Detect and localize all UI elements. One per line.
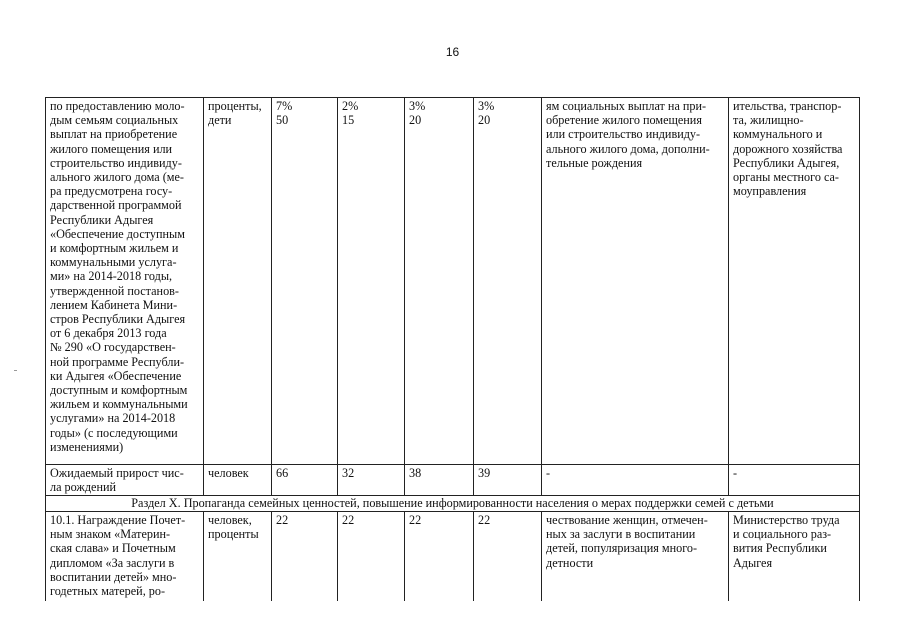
executor-cell: ительства, транспор- та, жилищно- коммунального и дорожного хозяйства Республики Адыгея, органы местного са- моуправления bbox=[729, 98, 860, 465]
executor-cell: Министерство труда и социального раз- вития Республики Адыгея bbox=[729, 512, 860, 602]
value-cell: 3% 20 bbox=[405, 98, 474, 465]
expected-result-cell: ям социальных выплат на при- обретение жилого помещения или строительство индивиду- ального жилого дома, дополни- тельные рождения bbox=[542, 98, 729, 465]
table-row bbox=[46, 465, 860, 496]
measure-name-cell: по предоставлению моло- дым семьям социальных выплат на приобретение жилого помещения или строительство индивиду- ального жилого дома (ме- ра предусмотрена госу- дарственной программой Республики Адыгея «Обеспечение доступным и комфортным жильем и коммунальными услуга- ми» на 2014-2018 годы, утвержденной постанов- лением Кабинета Мини- стров Республики Адыгея от 6 декабря 2013 года № 290 «О государствен- ной программе Республи- ки Адыгея «Обеспечение доступным и комфортным жильем и коммунальными услугами» на 2014-2018 годы» (с последующими изменениями) bbox=[46, 98, 204, 465]
value-cell: 3% 20 bbox=[474, 98, 542, 465]
value-cell: 32 bbox=[338, 465, 405, 496]
unit-cell: проценты, дети bbox=[204, 98, 272, 465]
section-row bbox=[46, 496, 860, 512]
measure-name-cell: 10.1. Награждение Почет- ным знаком «Материн- ская слава» и Почетным дипломом «За заслуги в воспитании детей» мно- годетных матерей, ро- bbox=[46, 512, 204, 602]
expected-result-cell: чествование женщин, отмечен- ных за заслуги в воспитании детей, популяризация много- детности bbox=[542, 512, 729, 602]
value-cell: 22 bbox=[405, 512, 474, 602]
table-row bbox=[46, 98, 860, 465]
value-cell: 22 bbox=[338, 512, 405, 602]
section-title: Раздел X. Пропаганда семейных ценностей, повышение информированности населения о мерах поддержки семей с детьми bbox=[46, 496, 860, 512]
value-cell: 7% 50 bbox=[272, 98, 338, 465]
scan-mark bbox=[14, 370, 17, 371]
value-cell: 22 bbox=[272, 512, 338, 602]
value-cell: 22 bbox=[474, 512, 542, 602]
value-cell: 66 bbox=[272, 465, 338, 496]
value-cell: 39 bbox=[474, 465, 542, 496]
unit-cell: человек, проценты bbox=[204, 512, 272, 602]
measures-table bbox=[45, 97, 860, 601]
measure-name-cell: Ожидаемый прирост чис- ла рождений bbox=[46, 465, 204, 496]
table-row bbox=[46, 512, 860, 602]
executor-cell: - bbox=[729, 465, 860, 496]
page-number: 16 bbox=[445, 45, 460, 59]
unit-cell: человек bbox=[204, 465, 272, 496]
value-cell: 38 bbox=[405, 465, 474, 496]
expected-result-cell: - bbox=[542, 465, 729, 496]
value-cell: 2% 15 bbox=[338, 98, 405, 465]
